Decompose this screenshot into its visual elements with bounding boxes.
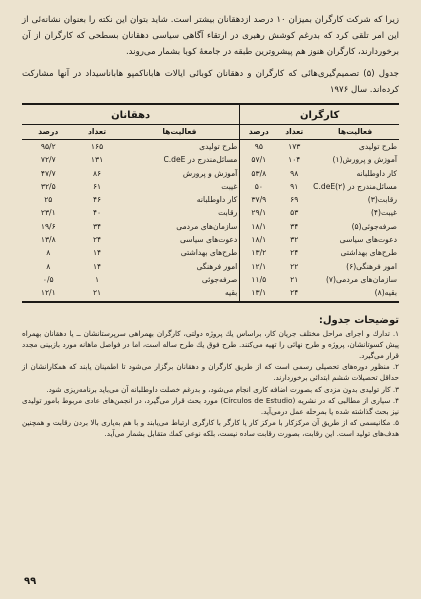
workers-percent-cell: ۱۱/۵ (240, 273, 278, 286)
peasants-percent-cell: ۷۲/۷ (40, 155, 56, 165)
note-item: ۳. کار تولیدی بدون مزدی که بصورت اضافه کاری انجام می‌شود، و بدرغم خصلت داوطلبانه آن می‌باید برنامه‌ریزی شود. (46, 384, 399, 394)
workers-count-cell: ۲۲ (290, 261, 299, 271)
table-row (22, 286, 399, 301)
table-row (22, 233, 399, 246)
workers-count-cell: ۲۴ (290, 248, 299, 258)
peasants-count-cell: ۶۱ (92, 181, 102, 191)
workers-percent-cell: ۱۸/۱ (240, 233, 278, 246)
peasants-count-cell: ۲۴ (92, 235, 102, 245)
workers-count-cell: ۲۱ (290, 274, 299, 284)
peasants-percent-cell: ۲۵ (44, 195, 53, 205)
peasants-count-cell: ۱۶۵ (90, 142, 104, 151)
workers-activity-cell: دعوت‌های سیاسی (339, 235, 397, 245)
note-item: ۵. مکانیسمی که از طریق آن مرکزکار با مرکز کار یا کارگر با کارگری ارتباط می‌یابند و با هم به‌یاری بالا بردن رقابت و همچنین هدف‌های تولید است. این رقابت، بصورت رقابت ساده نیست، بلکه نوعی کمك متقابل بشمار می‌آید. (22, 418, 399, 439)
table-row (22, 140, 399, 154)
workers-count-cell: ۳۴ (290, 221, 299, 231)
table-row (22, 220, 399, 233)
workers-activity-cell: غیبت(۴) (370, 208, 397, 218)
workers-activity-cell: امور فرهنگی(۶) (346, 261, 397, 271)
workers-percent-cell: ۱۲/۱ (240, 260, 278, 273)
peasants-activity-cell: غیبت (221, 181, 238, 191)
workers-activity-cell: طرح تولیدی (358, 142, 397, 151)
table-row (22, 153, 399, 166)
peasants-percent-cell: ۳۲/۵ (40, 181, 56, 191)
peasants-count-cell: ۱۴ (92, 248, 102, 258)
workers-count-cell: ۶۹ (290, 195, 299, 205)
table-row (22, 180, 399, 193)
note-item: ۱. تدارك و اجرای مراحل مختلف جریان کار، براساس یك پروژه دولتی، کارگران بهمراهی سرپرستانشان ــ یا دهقانان بهمراه پیش کسوتانشان، پروژه و طرح نهائی را تهیه می‌کنند. طرح فوق یك طرح ساله است، اما در فواصل ماهانه مورد بازبینی مجدد قرار می‌گیرد. (22, 328, 399, 360)
peasants-percent-cell: ۱۳/۸ (40, 235, 56, 245)
page-number: ۹۹ (24, 576, 37, 587)
peasants-count-cell: ۴۰ (92, 208, 102, 218)
peasants-activity-cell: دعوت‌های سیاسی (179, 235, 238, 245)
peasants-percent-cell: ۹۵/۲ (40, 142, 56, 151)
note-item: ۴. سیاری از مطالبی که در نشریه (Círculos de Estudio) مورد بحث قرار می‌گیرد، در انجمن‌های عادی مربوط بامور تولیدی نیز بحث گذاشته شده یا بمرحله عمل درمی‌آید. (22, 395, 399, 416)
workers-activity-cell: رقابت(۳) (367, 195, 397, 205)
workers-activity-cell: صرفه‌جوئی(۵) (351, 221, 397, 231)
peasants-count-cell: ۳۴ (92, 221, 102, 231)
workers-percent-cell: ۱۳/۲ (240, 246, 278, 259)
peasants-activity-cell: مسائل‌مندرج در C.deE (163, 155, 238, 165)
decisions-table (22, 103, 399, 303)
peasants-percent-cell: ۲۳/۱ (40, 208, 56, 218)
workers-activity-cell: مسائل‌مندرج در C.deE(۲) (313, 181, 397, 191)
workers-percent-cell: ۲۹/۱ (240, 206, 278, 219)
peasants-activity-cell: کار داوطلبانه (196, 195, 238, 205)
workers-percent-cell: ۳۷/۹ (240, 193, 278, 206)
peasants-count-cell: ۱۳۱ (90, 155, 104, 165)
workers-percent-cell: ۵۰ (240, 180, 278, 193)
peasants-percent-header: درصد (22, 125, 75, 140)
workers-activity-cell: کار داوطلبانه (356, 168, 397, 178)
notes-heading: توضیحات جدول: (318, 314, 399, 326)
peasants-activity-cell: طرح تولیدی (199, 142, 238, 151)
workers-group-header: کارگران (240, 104, 399, 125)
workers-activity-cell: بقیه(۸) (311, 286, 399, 301)
peasants-percent-cell: ۸ (46, 248, 51, 258)
table-row (22, 260, 399, 273)
table-row (22, 206, 399, 219)
workers-activity-header: فعالیت‌ها (311, 125, 399, 140)
workers-percent-cell: ۱۳/۱ (240, 286, 278, 301)
workers-count-cell: ۹۱ (290, 181, 299, 191)
workers-count-cell: ۱۰۴ (288, 155, 301, 165)
peasants-percent-cell: ۴۷/۷ (40, 168, 56, 178)
table-caption: جدول (۵) تصمیم‌گیری‌هائی که کارگران و دهقانان کوبائی ایالات هاباناکمپو هاباناسیداد در آنها مشارکت کرده‌اند. سال ۱۹۷۶ (22, 69, 399, 95)
peasants-activity-cell: بقیه (120, 286, 240, 301)
peasants-group-header: دهقانان (22, 104, 240, 125)
workers-percent-cell: ۵۳/۸ (240, 167, 278, 180)
peasants-percent-cell: ۱۹/۶ (40, 221, 56, 231)
notes-section (22, 328, 399, 440)
workers-activity-cell: سازمان‌های مردمی(۷) (325, 274, 397, 284)
peasants-activity-cell: امور فرهنگی (196, 261, 238, 271)
peasants-percent-cell: ۸ (46, 261, 51, 271)
peasants-count-cell: ۸۶ (92, 168, 102, 178)
peasants-count-cell: ۱۴ (92, 261, 102, 271)
peasants-activity-cell: طرح‌های بهداشتی (180, 248, 238, 258)
table-row (22, 273, 399, 286)
workers-percent-cell: ۵۷/۱ (240, 153, 278, 166)
workers-activity-cell: طرح‌های بهداشتی (340, 248, 397, 258)
peasants-percent-cell: ۰/۵ (42, 274, 54, 284)
workers-percent-cell: ۹۵ (240, 140, 278, 154)
workers-count-cell: ۲۴ (277, 286, 311, 301)
table-row (22, 246, 399, 259)
note-item: ۲. منظور دوره‌های تحصیلی رسمی است که از طریق کارگران و دهقانان برگزار می‌شود تا اطمینان یابند که همکارانشان از حداقل تحصیلات ششم ابتدائی برخوردارند. (22, 362, 399, 383)
peasants-count-header: تعداد (75, 125, 120, 140)
peasants-activity-cell: صرفه‌جوئی (201, 274, 238, 284)
table-row (22, 167, 399, 180)
peasants-count-cell: ۲۱ (75, 286, 120, 301)
workers-count-header: تعداد (277, 125, 311, 140)
workers-percent-header: درصد (240, 125, 278, 140)
peasants-count-cell: ۱ (95, 274, 100, 284)
peasants-percent-cell: ۱۲/۱ (22, 286, 75, 301)
workers-count-cell: ۵۳ (290, 208, 299, 218)
peasants-activity-cell: سازمان‌های مردمی (176, 221, 238, 231)
workers-count-cell: ۹۸ (290, 168, 299, 178)
table-row (22, 193, 399, 206)
workers-percent-cell: ۱۸/۱ (240, 220, 278, 233)
intro-paragraph: زیرا که شرکت کارگران بمیزان ۱۰ درصد ازدهقانان بیشتر است. شاید بتوان این نکته را بعنوان نشانه‌ئی از این امر تلقی کرد که بدرغم کوشش رهبری در ارتقاء آگاهی سیاسی دهقانان بسطحی که کارگران از آن برخوردارند، کارگران هنوز هم پیشروترین طبقه در جامعهٔ کوبا بشمار می‌روند. (22, 15, 399, 57)
table-body (22, 140, 399, 302)
peasants-activity-header: فعالیت‌ها (120, 125, 240, 140)
peasants-activity-cell: رقابت (218, 208, 238, 218)
peasants-count-cell: ۴۶ (92, 195, 102, 205)
peasants-activity-cell: آموزش و پرورش (182, 168, 238, 178)
workers-count-cell: ۳۲ (290, 235, 299, 245)
workers-count-cell: ۱۷۳ (288, 142, 301, 151)
workers-activity-cell: آموزش و پرورش(۱) (332, 155, 397, 165)
